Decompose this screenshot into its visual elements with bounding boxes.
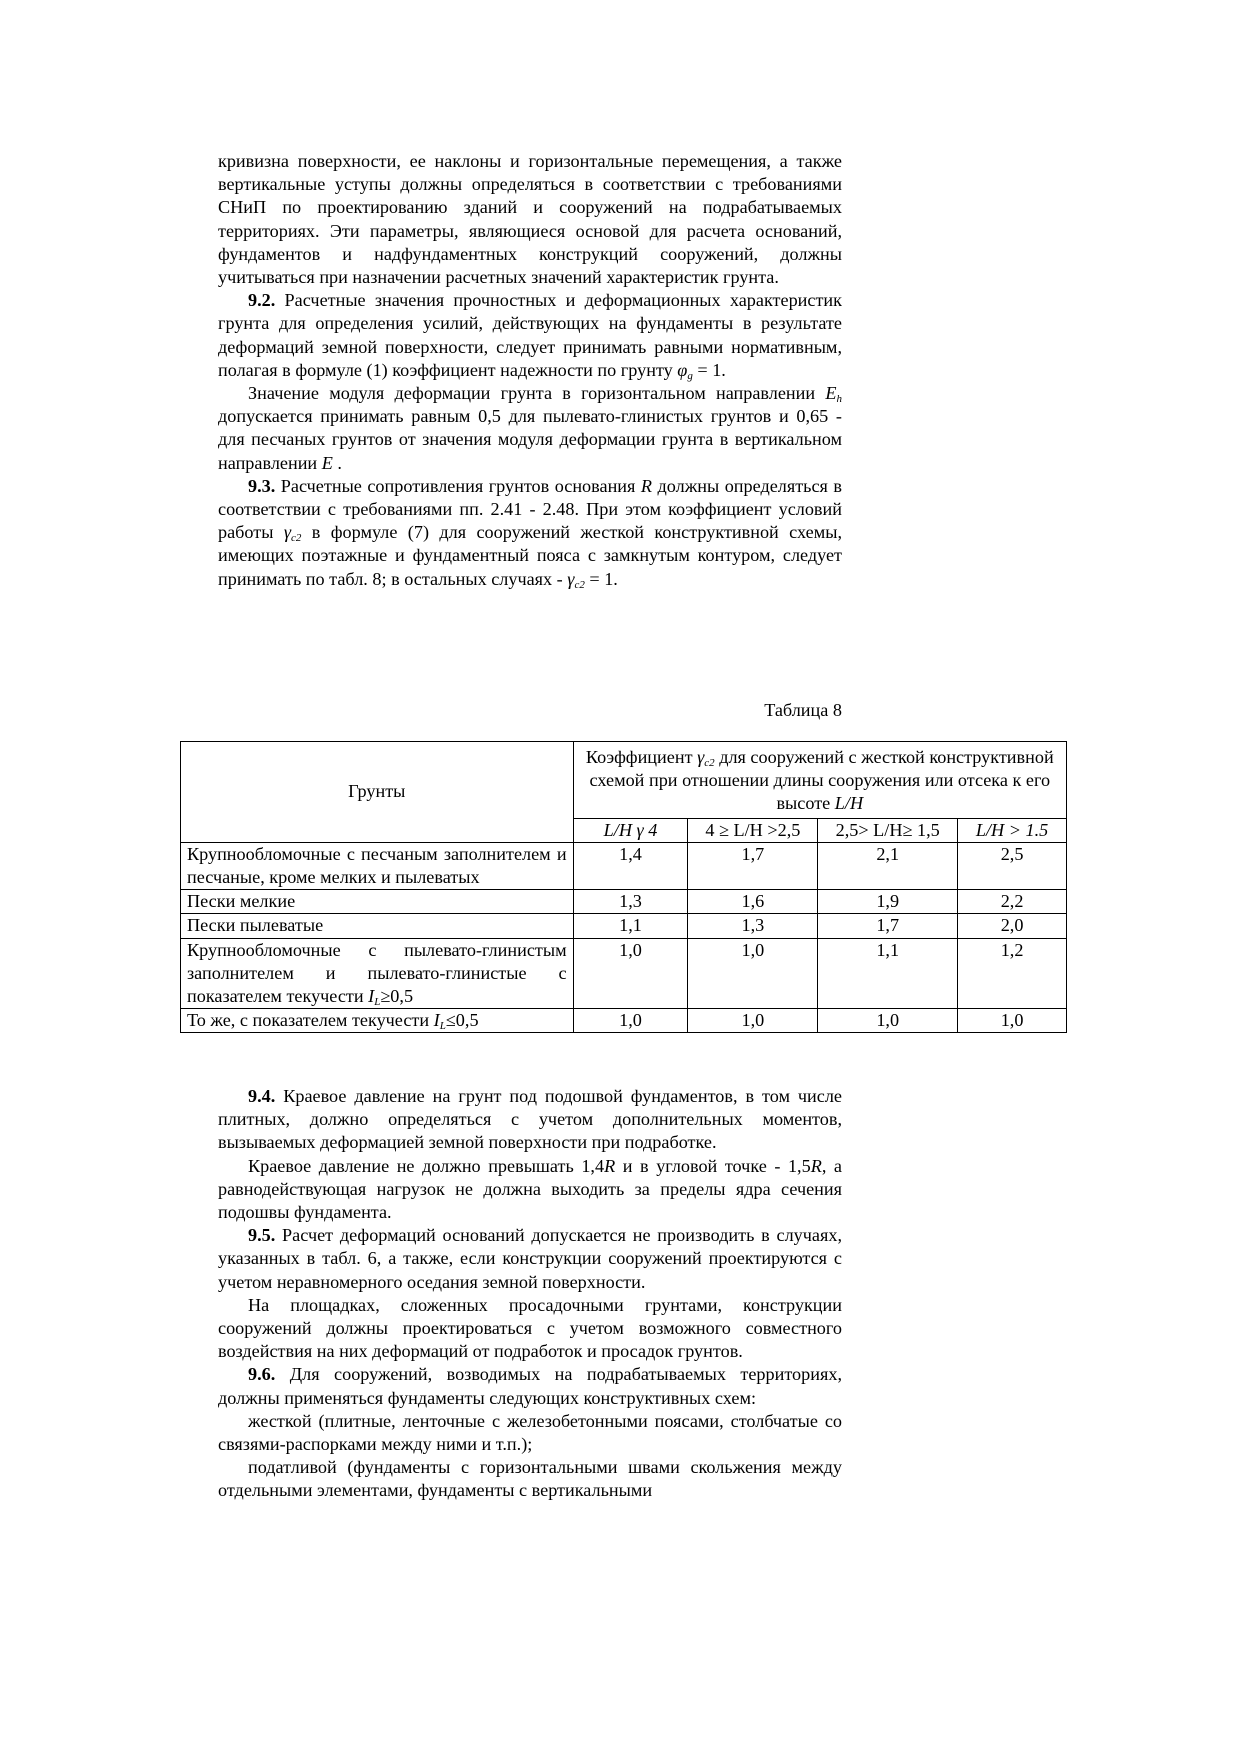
subheader-cell: 2,5> L/H≥ 1,5: [818, 818, 958, 842]
header-coefficient: Коэффициент $\gamma_{c2}$ для сооружений с жесткой конструктивной схемой при отношении длины сооружения или отсека к его высоте L/H: [573, 742, 1066, 819]
soil-name: Крупнообломочные с песчаным заполнителем и песчаные, кроме мелких и пылеватых: [181, 842, 574, 889]
paragraph-modulus: Значение модуля деформации грунта в горизонтальном направлении $E_h$ допускается принимать равным 0,5 для пылевато-глинистых грунтов и 0,65 - для песчаных грунтов от значения модуля деформации грунта в вертикальном направлении E .: [218, 383, 842, 473]
paragraph-edge-pressure: Краевое давление не должно превышать 1,4R и в угловой точке - 1,5R, а равнодействующая нагрузок не должна выходить за пределы ядра сечения подошвы фундамента.: [218, 1155, 842, 1223]
clause-number: 9.2.: [248, 290, 276, 311]
value-cell: 2,2: [958, 890, 1067, 914]
clause-number: 9.6.: [248, 1364, 276, 1385]
value-cell: 1,0: [818, 1009, 958, 1033]
value-cell: 1,7: [688, 842, 818, 889]
value-cell: 1,0: [573, 1009, 688, 1033]
soil-name: То же, с показателем текучести $I_L\le 0,5$: [181, 1009, 574, 1033]
value-cell: 1,0: [573, 938, 688, 1009]
soil-name: Пески мелкие: [181, 890, 574, 914]
value-cell: 1,6: [688, 890, 818, 914]
table-row: [181, 938, 1067, 1009]
value-cell: 1,0: [688, 1009, 818, 1033]
table-row: [181, 914, 1067, 938]
clause-number: 9.5.: [248, 1225, 276, 1246]
paragraph-9-4: 9.4. Краевое давление на грунт под подошвой фундаментов, в том числе плитных, должно определяться с учетом дополнительных моментов, вызываемых деформацией земной поверхности при подработке.: [218, 1086, 842, 1153]
table-row: [181, 842, 1067, 889]
value-cell: 1,1: [573, 914, 688, 938]
bottom-text-block: [218, 1085, 842, 1503]
gamma-symbol: γ: [697, 747, 705, 767]
paragraph-subsidence: На площадках, сложенных просадочными грунтами, конструкции сооружений должны проектироваться с учетом возможного совместного воздействия на них деформаций от подработок и просадок грунтов.: [218, 1294, 842, 1362]
paragraph-flexible: податливой (фундаменты с горизонтальными швами скольжения между отдельными элементами, фундаменты с вертикальными: [218, 1457, 842, 1501]
top-text-block: [218, 150, 842, 591]
paragraph-rigid: жесткой (плитные, ленточные с железобетонными поясами, столбчатые со связями-распорками между ними и т.п.);: [218, 1410, 842, 1455]
value-cell: 2,1: [818, 842, 958, 889]
paragraph-9-2: 9.2. Расчетные значения прочностных и деформационных характеристик грунта для определения усилий, действующих на фундаменты в результате деформаций земной поверхности, следует принимать равными нормативным, полагая в формуле (1) коэффициент надежности по грунту $\varphi_g = 1$.: [218, 290, 842, 382]
header-soils: Грунты: [181, 742, 574, 843]
table-header-row: [181, 742, 1067, 819]
soil-name: Крупнообломочные с пылевато-глинистым заполнителем и пылевато-глинистые с показателем текучести $I_L\ge 0,5$: [181, 938, 574, 1009]
phi-symbol: φ: [677, 359, 688, 380]
subheader-cell: L/H γ 4: [573, 818, 688, 842]
paragraph-continuation: кривизна поверхности, ее наклоны и горизонтальные перемещения, а также вертикальные уступы должны определяться в соответствии с требованиями СНиП по проектированию зданий и сооружений на подрабатываемых территориях. Эти параметры, являющиеся основой для расчета оснований, фундаментов и надфундаментных конструкций сооружений, должны учитываться при назначении расчетных значений характеристик грунта.: [218, 151, 842, 288]
value-cell: 1,9: [818, 890, 958, 914]
value-cell: 1,2: [958, 938, 1067, 1009]
value-cell: 1,1: [818, 938, 958, 1009]
value-cell: 2,5: [958, 842, 1067, 889]
value-cell: 1,0: [958, 1009, 1067, 1033]
value-cell: 1,0: [688, 938, 818, 1009]
value-cell: 1,3: [573, 890, 688, 914]
value-cell: 1,4: [573, 842, 688, 889]
subheader-cell: L/H > 1.5: [958, 818, 1067, 842]
table-caption: Таблица 8: [764, 700, 842, 720]
gamma-symbol: γ: [567, 568, 575, 589]
soil-name: Пески пылеватые: [181, 914, 574, 938]
value-cell: 2,0: [958, 914, 1067, 938]
table-row: [181, 890, 1067, 914]
paragraph-9-6: 9.6. Для сооружений, возводимых на подрабатываемых территориях, должны применяться фундаменты следующих конструктивных схем:: [218, 1364, 842, 1408]
table-row: [181, 1009, 1067, 1033]
value-cell: 1,3: [688, 914, 818, 938]
clause-number: 9.3.: [248, 475, 276, 496]
paragraph-9-3: 9.3. Расчетные сопротивления грунтов основания R должны определяться в соответствии с требованиями пп. 2.41 - 2.48. При этом коэффициент условий работы $\gamma_{c2}$ в формуле (7) для сооружений жесткой конструктивной схемы, имеющих поэтажные и фундаментный пояса с замкнутым контуром, следует принимать по табл. 8; в остальных случаях - $\gamma_{c2} = 1$.: [218, 475, 842, 591]
subheader-cell: 4 ≥ L/H >2,5: [688, 818, 818, 842]
value-cell: 1,7: [818, 914, 958, 938]
table-8: [180, 741, 1067, 1033]
gamma-symbol: γ: [283, 522, 292, 543]
clause-number: 9.4.: [248, 1086, 276, 1106]
paragraph-9-5: 9.5. Расчет деформаций оснований допускается не производить в случаях, указанных в табл. 6, а также, если конструкции сооружений проектируются с учетом неравномерного оседания земной поверхности.: [218, 1225, 842, 1292]
